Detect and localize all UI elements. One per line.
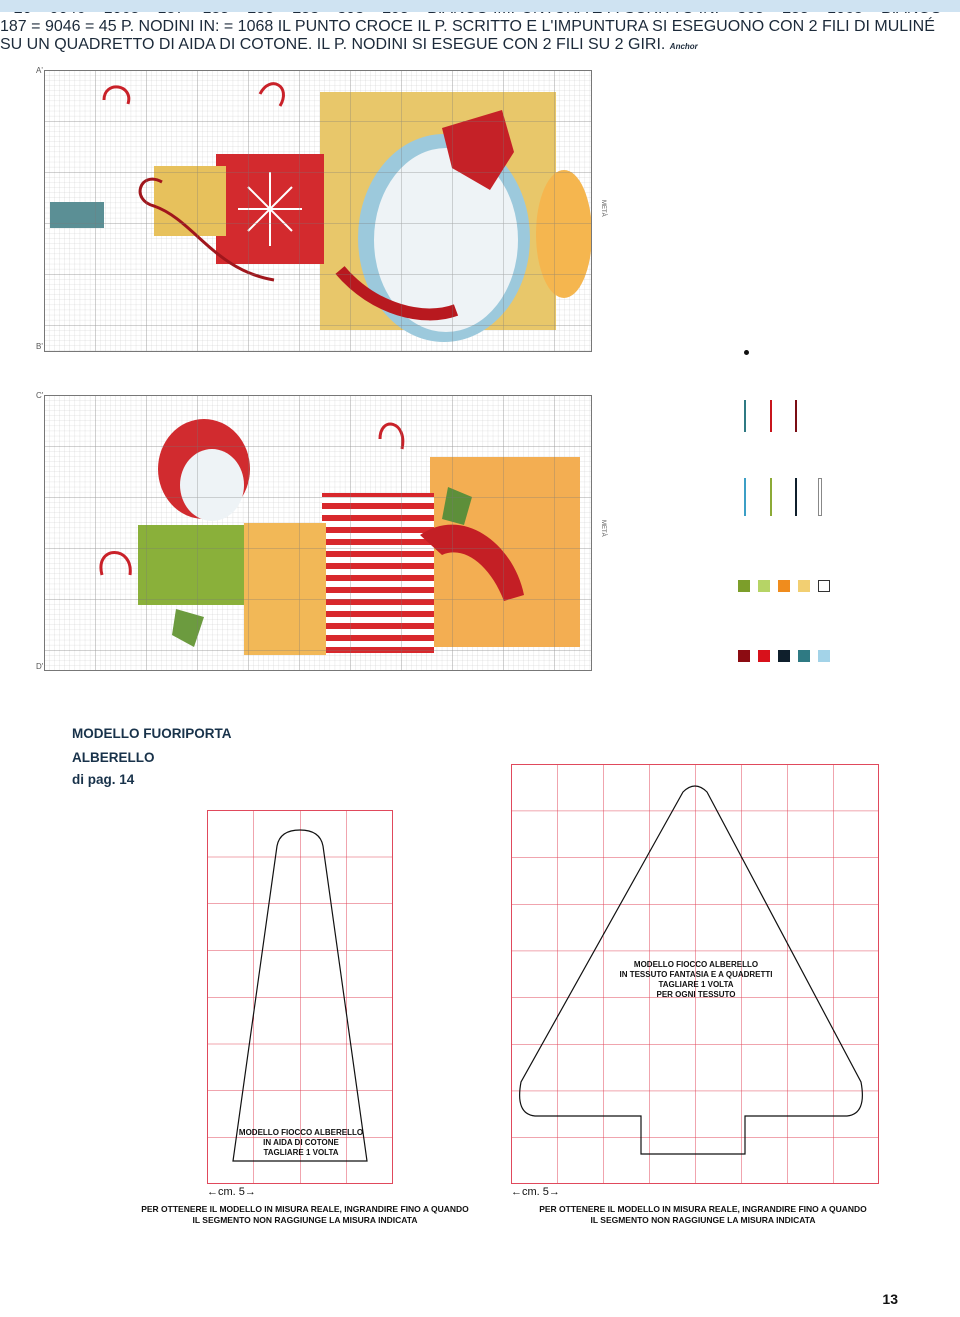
- section-title-3: di pag. 14: [72, 772, 135, 787]
- pattern-left-note: [100, 1204, 510, 1226]
- page-number: 13: [882, 1291, 898, 1307]
- legend-note-line2: SI ESEGUONO CON 2 FILI DI MULINÉ: [652, 18, 935, 35]
- swatch-bianco: [818, 580, 830, 592]
- line-187: [744, 400, 746, 432]
- section-title-1: MODELLO FUORIPORTA: [72, 726, 232, 741]
- swatch-9046: [758, 650, 770, 662]
- swatch-253: [758, 580, 770, 592]
- row-label-b: B': [36, 342, 43, 351]
- row-label-d: D': [36, 662, 44, 671]
- section-title-2: ALBERELLO: [72, 750, 155, 765]
- pattern-left-scale-text: cm. 5: [218, 1186, 245, 1198]
- legend-note-line3: SU UN QUADRETTO DI AIDA DI COTONE.: [0, 36, 313, 53]
- line-45: [795, 400, 797, 432]
- pattern-right-note1: PER OTTENERE IL MODELLO IN MISURA REALE, INGRANDIRE FINO A QUANDO: [539, 1204, 867, 1214]
- line-365: [744, 478, 746, 516]
- line-1068: [795, 478, 797, 516]
- backstitch-label-187: 187: [0, 18, 27, 35]
- pattern-right-text3: TAGLIARE 1 VOLTA: [658, 980, 734, 989]
- swatch-303: [778, 580, 790, 592]
- pattern-left-label: [226, 1128, 376, 1158]
- pattern-left-note1: PER OTTENERE IL MODELLO IN MISURA REALE, INGRANDIRE FINO A QUANDO: [141, 1204, 469, 1214]
- pattern-right-text2: IN TESSUTO FANTASIA E A QUADRETTI: [619, 970, 773, 979]
- swatch-1068: [778, 650, 790, 662]
- cross-stitch-chart-bottom: [44, 395, 592, 671]
- swatch-255: [738, 580, 750, 592]
- pattern-right-text4: PER OGNI TESSUTO: [656, 990, 736, 999]
- cross-stitch-chart-top: [44, 70, 592, 352]
- line-9046: [770, 400, 772, 432]
- meta-label-top: METÀ: [600, 200, 606, 217]
- pattern-left-note2: IL SEGMENTO NON RAGGIUNGE LA MISURA INDICATA: [192, 1215, 418, 1225]
- knot-label-1068: = 1068: [223, 18, 274, 35]
- row-label-c: C': [36, 391, 44, 400]
- anchor-logo: Anchor: [669, 42, 698, 51]
- legend-note-line1: IL PUNTO CROCE IL P. SCRITTO E L'IMPUNTURA: [277, 18, 648, 35]
- legend-note-line4: IL P. NODINI SI ESEGUE CON 2 FILI SU 2 GIRI.: [316, 36, 666, 53]
- knot-dot: [744, 350, 749, 355]
- pattern-right-text1: MODELLO FIOCCO ALBERELLO: [633, 960, 759, 969]
- swatch-295: [798, 580, 810, 592]
- pattern-right-note: [498, 1204, 908, 1226]
- backstitch-label-45: = 45: [85, 18, 117, 35]
- pattern-left-text3: TAGLIARE 1 VOLTA: [263, 1148, 339, 1157]
- top-color-band: [0, 0, 960, 12]
- pattern-right-scale-text: cm. 5: [522, 1186, 549, 1198]
- pattern-right-label: [596, 960, 796, 1000]
- backstitch-label-9046: = 9046: [31, 18, 81, 35]
- line-255: [770, 478, 772, 516]
- pattern-left-scale: ←cm. 5→: [207, 1186, 256, 1198]
- row-label-a: A': [36, 66, 43, 75]
- pattern-left-text1: MODELLO FIOCCO ALBERELLO: [238, 1128, 364, 1137]
- meta-label-bottom: METÀ: [600, 520, 606, 537]
- pattern-left-text2: IN AIDA DI COTONE: [263, 1138, 339, 1147]
- pattern-right-scale: ←cm. 5→: [511, 1186, 560, 1198]
- swatch-187: [798, 650, 810, 662]
- pattern-right-note2: IL SEGMENTO NON RAGGIUNGE LA MISURA INDICATA: [590, 1215, 816, 1225]
- swatch-185: [818, 650, 830, 662]
- swatch-20: [738, 650, 750, 662]
- knots-title: P. NODINI IN:: [121, 18, 220, 35]
- line-bianco: [818, 478, 822, 516]
